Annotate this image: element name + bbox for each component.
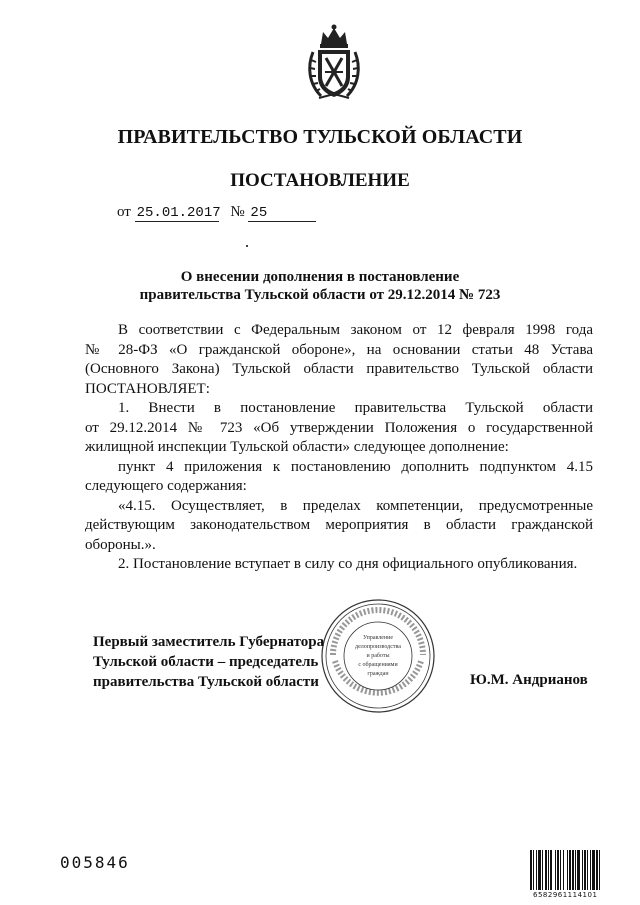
barcode-bar	[538, 850, 541, 890]
barcode-bar	[550, 850, 552, 890]
government-title: ПРАВИТЕЛЬСТВО ТУЛЬСКОЙ ОБЛАСТИ	[117, 126, 523, 148]
body-line: действующим законодательством мероприятия в области гражданской	[85, 517, 593, 533]
barcode-bar	[530, 850, 532, 890]
coat-of-arms-emblem	[303, 22, 365, 102]
official-stamp	[319, 597, 437, 715]
barcode-bar	[575, 850, 576, 890]
barcode-bar	[536, 850, 537, 890]
body-line: «4.15. Осуществляет, в пределах компетенции, предусмотренные	[118, 497, 593, 514]
barcode-bar	[542, 850, 543, 890]
body-line: 2. Постановление вступает в силу со дня официального опубликования.	[118, 556, 578, 572]
heading-line: правительства Тульской области от 29.12.2014 № 723	[139, 287, 501, 303]
stamp-text: Управление	[362, 635, 394, 641]
document-number: 25	[248, 205, 316, 222]
body-line: обороны.».	[85, 536, 156, 553]
barcode-number: 6582961114101	[533, 891, 598, 899]
body-line: следующего содержания:	[85, 478, 247, 494]
number-prefix: №	[230, 204, 245, 220]
barcode-bar	[533, 850, 534, 890]
barcode-bar	[563, 850, 564, 890]
body-line: 1. Внести в постановление правительства Тульской области	[118, 400, 593, 416]
signatory-line: Тульской области – председатель	[93, 654, 319, 670]
barcode-bar	[548, 850, 549, 890]
stamp-text: делопроизводства	[355, 644, 401, 650]
barcode-bar	[567, 850, 568, 890]
stamp-text: с обращениями	[358, 662, 398, 668]
body-line: жилищной инспекции Тульской области» следующее дополнение:	[85, 439, 509, 455]
body-line: ПОСТАНОВЛЯЕТ:	[85, 380, 210, 397]
barcode-bar	[587, 850, 588, 890]
barcode-bar	[572, 850, 574, 890]
signatory-name: Ю.М. Андрианов	[470, 672, 588, 688]
body-line: № 28-ФЗ «О гражданской обороне», на основании статьи 48 Устава	[85, 341, 593, 358]
barcode-bar	[582, 850, 583, 890]
barcode-bar	[577, 850, 580, 890]
barcode-bar	[590, 850, 591, 890]
body-line: В соответствии с Федеральным законом от 12 февраля 1998 года	[118, 322, 593, 338]
heading-line: О внесении дополнения в постановление	[180, 269, 460, 285]
signatory-line: правительства Тульской области	[93, 674, 319, 690]
barcode-bar	[592, 850, 595, 890]
date-prefix: от	[117, 204, 131, 220]
barcode-bar	[545, 850, 547, 890]
document-body	[85, 321, 593, 575]
body-line: от 29.12.2014 № 723 «Об утверждении Положения о государственной	[85, 419, 593, 436]
barcode-bar	[599, 850, 600, 890]
document-date: 25.01.2017	[136, 205, 221, 221]
barcode-bar	[557, 850, 559, 890]
stamp-text: граждан	[367, 671, 389, 677]
signatory-line: Первый заместитель Губернатора	[93, 634, 325, 650]
document-heading	[0, 268, 640, 304]
barcode-bar	[560, 850, 561, 890]
serial-number: 005846	[60, 853, 130, 872]
body-line: (Основного Закона) Тульской области правительство Тульской области	[85, 361, 593, 377]
barcode-bar	[569, 850, 571, 890]
barcode-bar	[596, 850, 598, 890]
date-number-line	[117, 204, 316, 222]
stamp-text: и работы	[366, 653, 390, 659]
signatory-position	[93, 632, 324, 692]
barcode-bar	[584, 850, 586, 890]
speck-mark	[246, 245, 248, 247]
barcode-bar	[555, 850, 556, 890]
document-type: ПОСТАНОВЛЕНИЕ	[230, 170, 410, 191]
body-line: пункт 4 приложения к постановлению дополнить подпунктом 4.15	[118, 458, 593, 475]
